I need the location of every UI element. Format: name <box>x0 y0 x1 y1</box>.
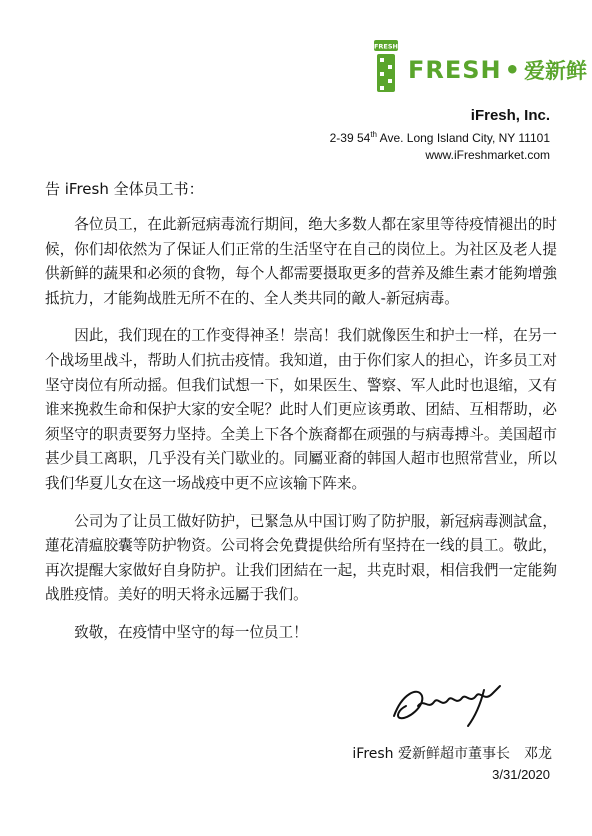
logo-word-fresh: FRESH <box>408 56 502 84</box>
letter-date: 3/31/2020 <box>492 767 550 782</box>
company-name: iFresh, Inc. <box>470 107 550 124</box>
address-prefix: 2-39 54 <box>329 131 371 145</box>
logo-separator: • <box>504 56 521 84</box>
company-header <box>330 106 550 164</box>
logo-chinese-name: 爱新鲜 <box>523 59 587 83</box>
address-ordinal: th <box>370 130 377 139</box>
ifresh-logo-icon <box>368 38 404 94</box>
letter-paragraph-3: 公司为了让员工做好防护，已緊急从中国订购了防护服，新冠病毒测試盒，蓮花清瘟胶囊等防护物资。公司将会免費提供给所有坚持在一线的員工。敬此，再次提醒大家做好自身防护。让我们团結在一起，共克时艰，相信我們一定能夠战胜疫情。美好的明天将永远屬于我们。 <box>45 512 557 604</box>
address-suffix: Ave. Long Island City, NY 11101 <box>376 131 550 145</box>
letter-salutation: 告 iFresh 全体员工书： <box>45 180 204 198</box>
ifresh-logo <box>368 38 587 94</box>
letter-body <box>45 213 557 659</box>
company-address <box>330 126 550 147</box>
svg-text:FRESH: FRESH <box>373 42 399 51</box>
letter-paragraph-2: 因此，我们现在的工作变得神圣！崇高！我们就像医生和护士一样，在另一个战场里战斗，帮助人们抗击疫情。我知道，由于你们家人的担心，许多员工对坚守岗位有所动摇。但我们试想一下，如果医生、警察、军人此时也退缩，又有谁来挽救生命和保护大家的安全呢？此时人们更应该勇敢、团結、互相帮助，必须坚守的职责要努力坚持。全美上下各个族裔都在顽强的与病毒搏斗。美国超市甚少員工离职，几乎没有关门歇业的。同屬亚裔的韩国人超市也照常营业，所以我们华夏儿女在这一场战疫中更不应该输下阵来。 <box>45 327 557 492</box>
letter-signoff: iFresh 爱新鲜超市董事长 邓龙 <box>352 746 552 762</box>
company-website: www.iFreshmarket.com <box>425 148 550 162</box>
letter-paragraph-1: 各位员工，在此新冠病毒流行期间，绝大多数人都在家里等待疫情褪出的时候，你们却依然为了保证人们正常的生活坚守在自己的岗位上。为社区及老人提供新鲜的蔬果和必须的食物，每个人都需要摄取更多的营养及維生素才能夠增強抵抗力，才能夠战胜无所不在的、全人类共同的敵人-新冠病毒。 <box>45 216 557 307</box>
logo-wordmark <box>408 55 587 85</box>
handwritten-signature <box>388 676 508 732</box>
letter-paragraph-4: 致敬，在疫情中坚守的每一位员工！ <box>74 623 308 641</box>
